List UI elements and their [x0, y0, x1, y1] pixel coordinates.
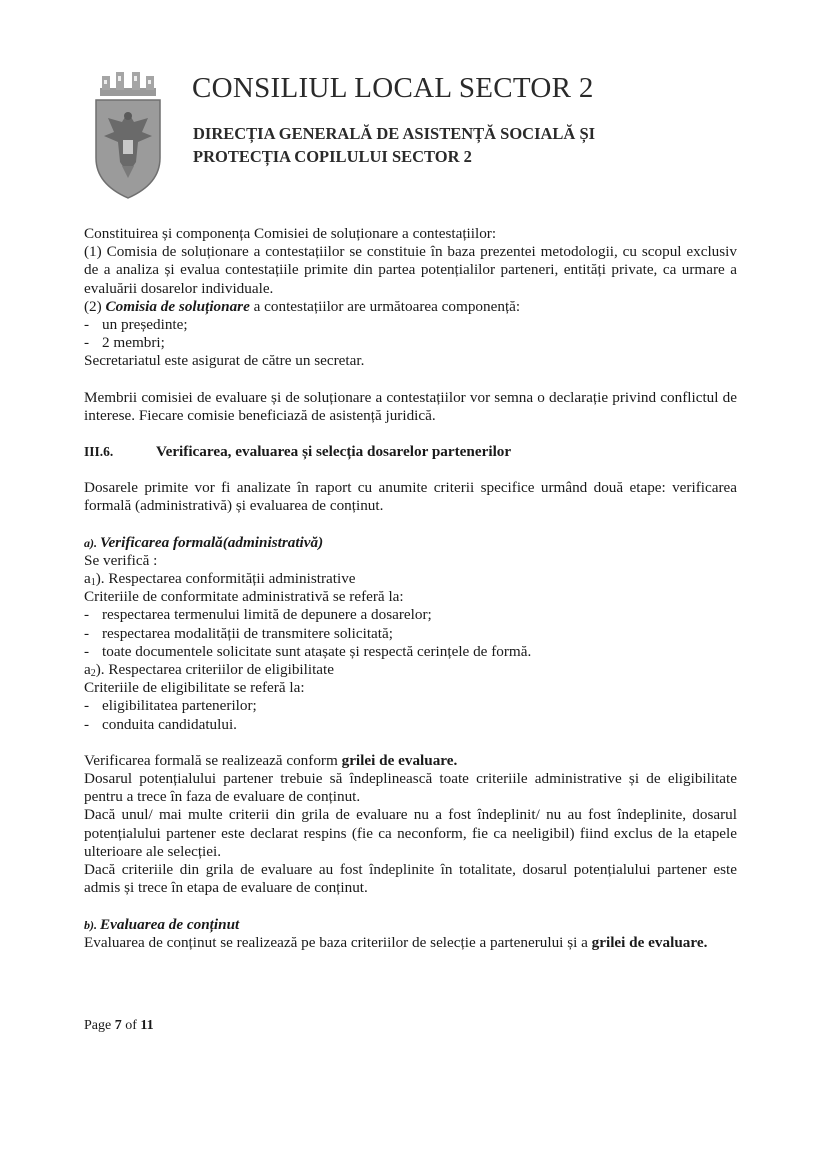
content-evaluation-text: [84, 934, 737, 952]
p2-prefix: (2): [84, 297, 106, 315]
evaluation-grid-term: grilei de evaluare.: [341, 751, 458, 769]
section-heading: [84, 443, 737, 461]
list-item: - un președinte;: [84, 316, 188, 334]
heading-text: Verificarea formală(administrativă): [100, 533, 324, 551]
criterion-letter: a: [84, 661, 91, 679]
page-current: 7: [114, 1018, 122, 1033]
criterion-letter: a: [84, 570, 91, 588]
eligibility-criteria-intro: Criteriile de eligibilitate se referă la:: [84, 679, 305, 697]
coat-of-arms-icon: [92, 66, 164, 202]
commission-paragraph-1: (1) Comisia de soluționare a contestațiilor se constituie în baza prezentei metodologii, cu scopul exclusiv de a analiza și evalua contestațiile primite din partea potențialilor parteneri, entități private, ca urmare a evaluării dosarelor individuale.: [84, 243, 737, 297]
organization-subtitle: [193, 122, 595, 168]
verification-paragraph-3: Dacă unul/ mai multe criterii din grila de evaluare nu a fost îndeplinit/ nu au fost îndeplinite, dosarul potențialului partener este declarat respins (fie ca neconform, fie ca neeligibil) fiind exclus de la etapele ulterioare ale selecției.: [84, 806, 737, 860]
list-item-text: toate documentele solicitate sunt atașate și respectă cerințele de formă.: [102, 642, 532, 660]
document-body: [84, 225, 737, 952]
page-total: 11: [140, 1018, 154, 1033]
heading-text: Evaluarea de conținut: [100, 915, 240, 933]
verification-text: Verificarea formală se realizează conform: [84, 751, 342, 769]
section-intro: Dosarele primite vor fi analizate în raport cu anumite criterii specifice urmând două etape: verificarea formală (administrativă) și evaluarea de conținut.: [84, 479, 737, 515]
list-item: - respectarea termenului limită de depunere a dosarelor;: [84, 606, 432, 624]
verification-line: [84, 752, 737, 770]
formal-verification-heading: [84, 534, 737, 552]
page-footer: [84, 1018, 154, 1034]
heading-prefix: b).: [84, 917, 100, 932]
list-item-text: conduita candidatului.: [102, 715, 237, 733]
list-item: - eligibilitatea partenerilor;: [84, 697, 257, 715]
criterion-subscript: 2: [90, 668, 96, 680]
criterion-subscript: 1: [90, 577, 96, 589]
list-item-text: un președinte;: [102, 316, 188, 334]
list-item-text: respectarea modalității de transmitere solicitată;: [102, 624, 393, 642]
list-item: - 2 membri;: [84, 334, 165, 352]
list-item-text: 2 membri;: [102, 334, 165, 352]
criterion-text: ). Respectarea conformității administrative: [95, 570, 356, 588]
list-item-text: respectarea termenului limită de depunere a dosarelor;: [102, 606, 432, 624]
section-number: III.6.: [84, 444, 114, 460]
evaluation-grid-term: grilei de evaluare.: [591, 933, 708, 951]
section-title: Verificarea, evaluarea și selecția dosarelor partenerilor: [156, 443, 512, 461]
heading-prefix: a).: [84, 535, 100, 550]
criterion-a1: [84, 570, 737, 588]
subtitle-line-1: DIRECȚIA GENERALĂ DE ASISTENȚĂ SOCIALĂ ȘI: [193, 124, 596, 143]
of-label: of: [121, 1018, 141, 1033]
list-item-text: eligibilitatea partenerilor;: [102, 697, 257, 715]
commission-intro: Constituirea și componența Comisiei de soluționare a contestațiilor:: [84, 225, 497, 242]
checks-intro: Se verifică :: [84, 551, 158, 569]
criterion-a2: [84, 661, 737, 679]
verification-paragraph-2: Dosarul potențialului partener trebuie să îndeplinească toate criteriile administrative și de eligibilitate pentru a trece în faza de evaluare de conținut.: [84, 770, 737, 806]
content-eval-text: Evaluarea de conținut se realizează pe baza criteriilor de selecție a partenerului și a: [84, 933, 592, 951]
verification-paragraph-4: Dacă criteriile din grila de evaluare au fost îndeplinite în totalitate, dosarul potențialului partener este admis și trece în etapa de evaluare de conținut.: [84, 861, 737, 897]
content-evaluation-heading: [84, 916, 737, 934]
list-item: - conduita candidatului.: [84, 715, 237, 733]
organization-title: CONSILIUL LOCAL SECTOR 2: [192, 72, 594, 104]
list-item: - respectarea modalității de transmitere solicitată;: [84, 624, 393, 642]
admin-criteria-intro: Criteriile de conformitate administrativă se referă la:: [84, 588, 404, 606]
declaration-paragraph: Membrii comisiei de evaluare și de soluționare a contestațiilor vor semna o declarație privind conflictul de interese. Fiecare comisie beneficiază de asistență juridică.: [84, 388, 737, 424]
p2-rest: a contestațiilor are următoarea componență:: [249, 297, 521, 315]
page-label: Page: [84, 1018, 115, 1033]
commission-emphasis: Comisia de soluționare: [105, 297, 250, 315]
criterion-text: ). Respectarea criteriilor de eligibilitate: [95, 661, 334, 679]
secretary-text: Secretariatul este asigurat de către un secretar.: [84, 352, 365, 370]
commission-paragraph-2: [84, 298, 737, 316]
list-item: - toate documentele solicitate sunt atașate și respectă cerințele de formă.: [84, 642, 532, 660]
subtitle-line-2: PROTECȚIA COPILULUI SECTOR 2: [193, 147, 472, 166]
